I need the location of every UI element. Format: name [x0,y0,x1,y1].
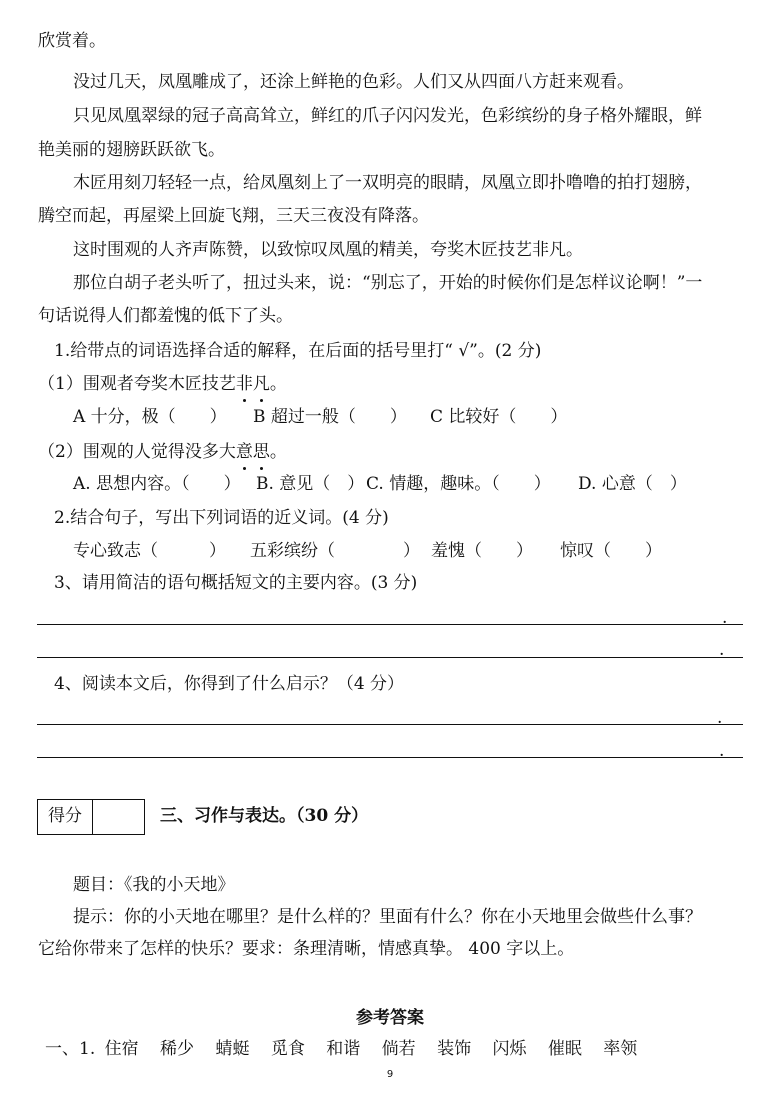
dotted-char: 思 [252,442,270,462]
answer-word: 觅食 [270,1039,305,1059]
line-end-mark: . [717,708,723,728]
score-label: 得分 [38,800,93,834]
passage-line: 只见凤凰翠绿的冠子高高耸立，鲜红的爪子闪闪发光，色彩缤纷的身子格外耀眼，鲜 [73,106,702,126]
answer-key-title: 参考答案 [356,1008,424,1028]
sub2-option-b[interactable]: B. 意见（ ） [256,474,365,494]
answer-word: 闪烁 [492,1039,527,1059]
answer-word: 倘若 [381,1039,416,1059]
sub2-option-c[interactable]: C. 情趣，趣味。（ ） [366,474,551,494]
dotted-char: 非 [235,374,253,394]
answer-prefix: 一、1. [45,1039,96,1059]
sub1-option-b[interactable]: B 超过一般（ ） [253,407,407,427]
answer-word: 装饰 [437,1039,472,1059]
sub1-text: （1）围观者夸奖木匠技艺 [38,374,236,394]
answer-key-line [45,1037,780,1061]
page-number: 9 [386,1069,394,1080]
answer-word: 稀少 [160,1039,195,1059]
passage-line: 句话说得人们都羞愧的低下了头。 [38,306,293,326]
score-field[interactable] [93,800,144,834]
question-4-title: 4、阅读本文后，你得到了什么启示？（4 分） [54,674,405,694]
question-1-sub2 [38,440,780,464]
answer-word: 和谐 [326,1039,361,1059]
answer-line[interactable] [37,724,743,725]
question-3-title: 3、请用简洁的语句概括短文的主要内容。(3 分) [54,573,418,593]
line-end-mark: . [722,608,728,628]
sub2-option-d[interactable]: D. 心意（ ） [578,474,687,494]
answer-word: 催眠 [547,1039,582,1059]
sub1-option-a[interactable]: A 十分，极（ ） [73,407,227,427]
question-2-title: 2.结合句子，写出下列词语的近义词。(4 分) [54,508,389,528]
question-1-title: 1.给带点的词语选择合适的解释，在后面的括号里打“ √”。(2 分) [54,341,542,361]
answer-word: 住宿 [104,1039,139,1059]
dotted-char: 意 [235,442,253,462]
passage-line: 木匠用刻刀轻轻一点，给凤凰刻上了一双明亮的眼睛，凤凰立即扑噜噜的拍打翅膀， [73,173,702,193]
sub1-option-c[interactable]: C 比较好（ ） [430,407,568,427]
answer-word: 蜻蜓 [215,1039,250,1059]
dotted-char: 凡 [252,374,270,394]
line-end-mark: . [719,741,725,761]
essay-hint: 提示：你的小天地在哪里？是什么样的？里面有什么？你在小天地里会做些什么事？ [73,907,702,927]
answer-line[interactable] [37,624,743,625]
answer-line[interactable] [37,657,743,658]
sub2-text: （2）围观的人觉得没多大 [38,442,236,462]
synonym-blank[interactable]: 专心致志（ ） [73,541,226,561]
synonym-blank[interactable]: 羞愧（ ） [431,541,533,561]
sub2-end: 。 [269,442,287,462]
passage-line: 艳美丽的翅膀跃跃欲飞。 [38,140,225,160]
line-end-mark: . [719,640,725,660]
essay-topic: 题目：《我的小天地》 [73,875,235,895]
sub2-option-a[interactable]: A. 思想内容。（ ） [73,474,241,494]
synonym-blank[interactable]: 惊叹（ ） [560,541,662,561]
passage-line: 腾空而起，再屋梁上回旋飞翔，三天三夜没有降落。 [38,206,429,226]
score-box [37,799,145,835]
passage-line: 那位白胡子老头听了，扭过头来，说：“别忘了，开始的时候你们是怎样议论啊！”一 [73,273,703,293]
section-3-heading: 三、习作与表达。（30 分） [160,806,369,826]
passage-line: 欣赏着。 [38,31,106,51]
question-1-sub1 [38,372,780,396]
synonym-blank[interactable]: 五彩缤纷（ ） [250,541,420,561]
sub1-end: 。 [269,374,287,394]
essay-hint: 它给你带来了怎样的快乐？要求：条理清晰，情感真挚。 400 字以上。 [38,939,575,959]
passage-line: 这时围观的人齐声陈赞，以致惊叹凤凰的精美，夸奖木匠技艺非凡。 [73,240,583,260]
passage-line: 没过几天，凤凰雕成了，还涂上鲜艳的色彩。人们又从四面八方赶来观看。 [73,72,634,92]
answer-word: 率领 [603,1039,638,1059]
answer-line[interactable] [37,757,743,758]
